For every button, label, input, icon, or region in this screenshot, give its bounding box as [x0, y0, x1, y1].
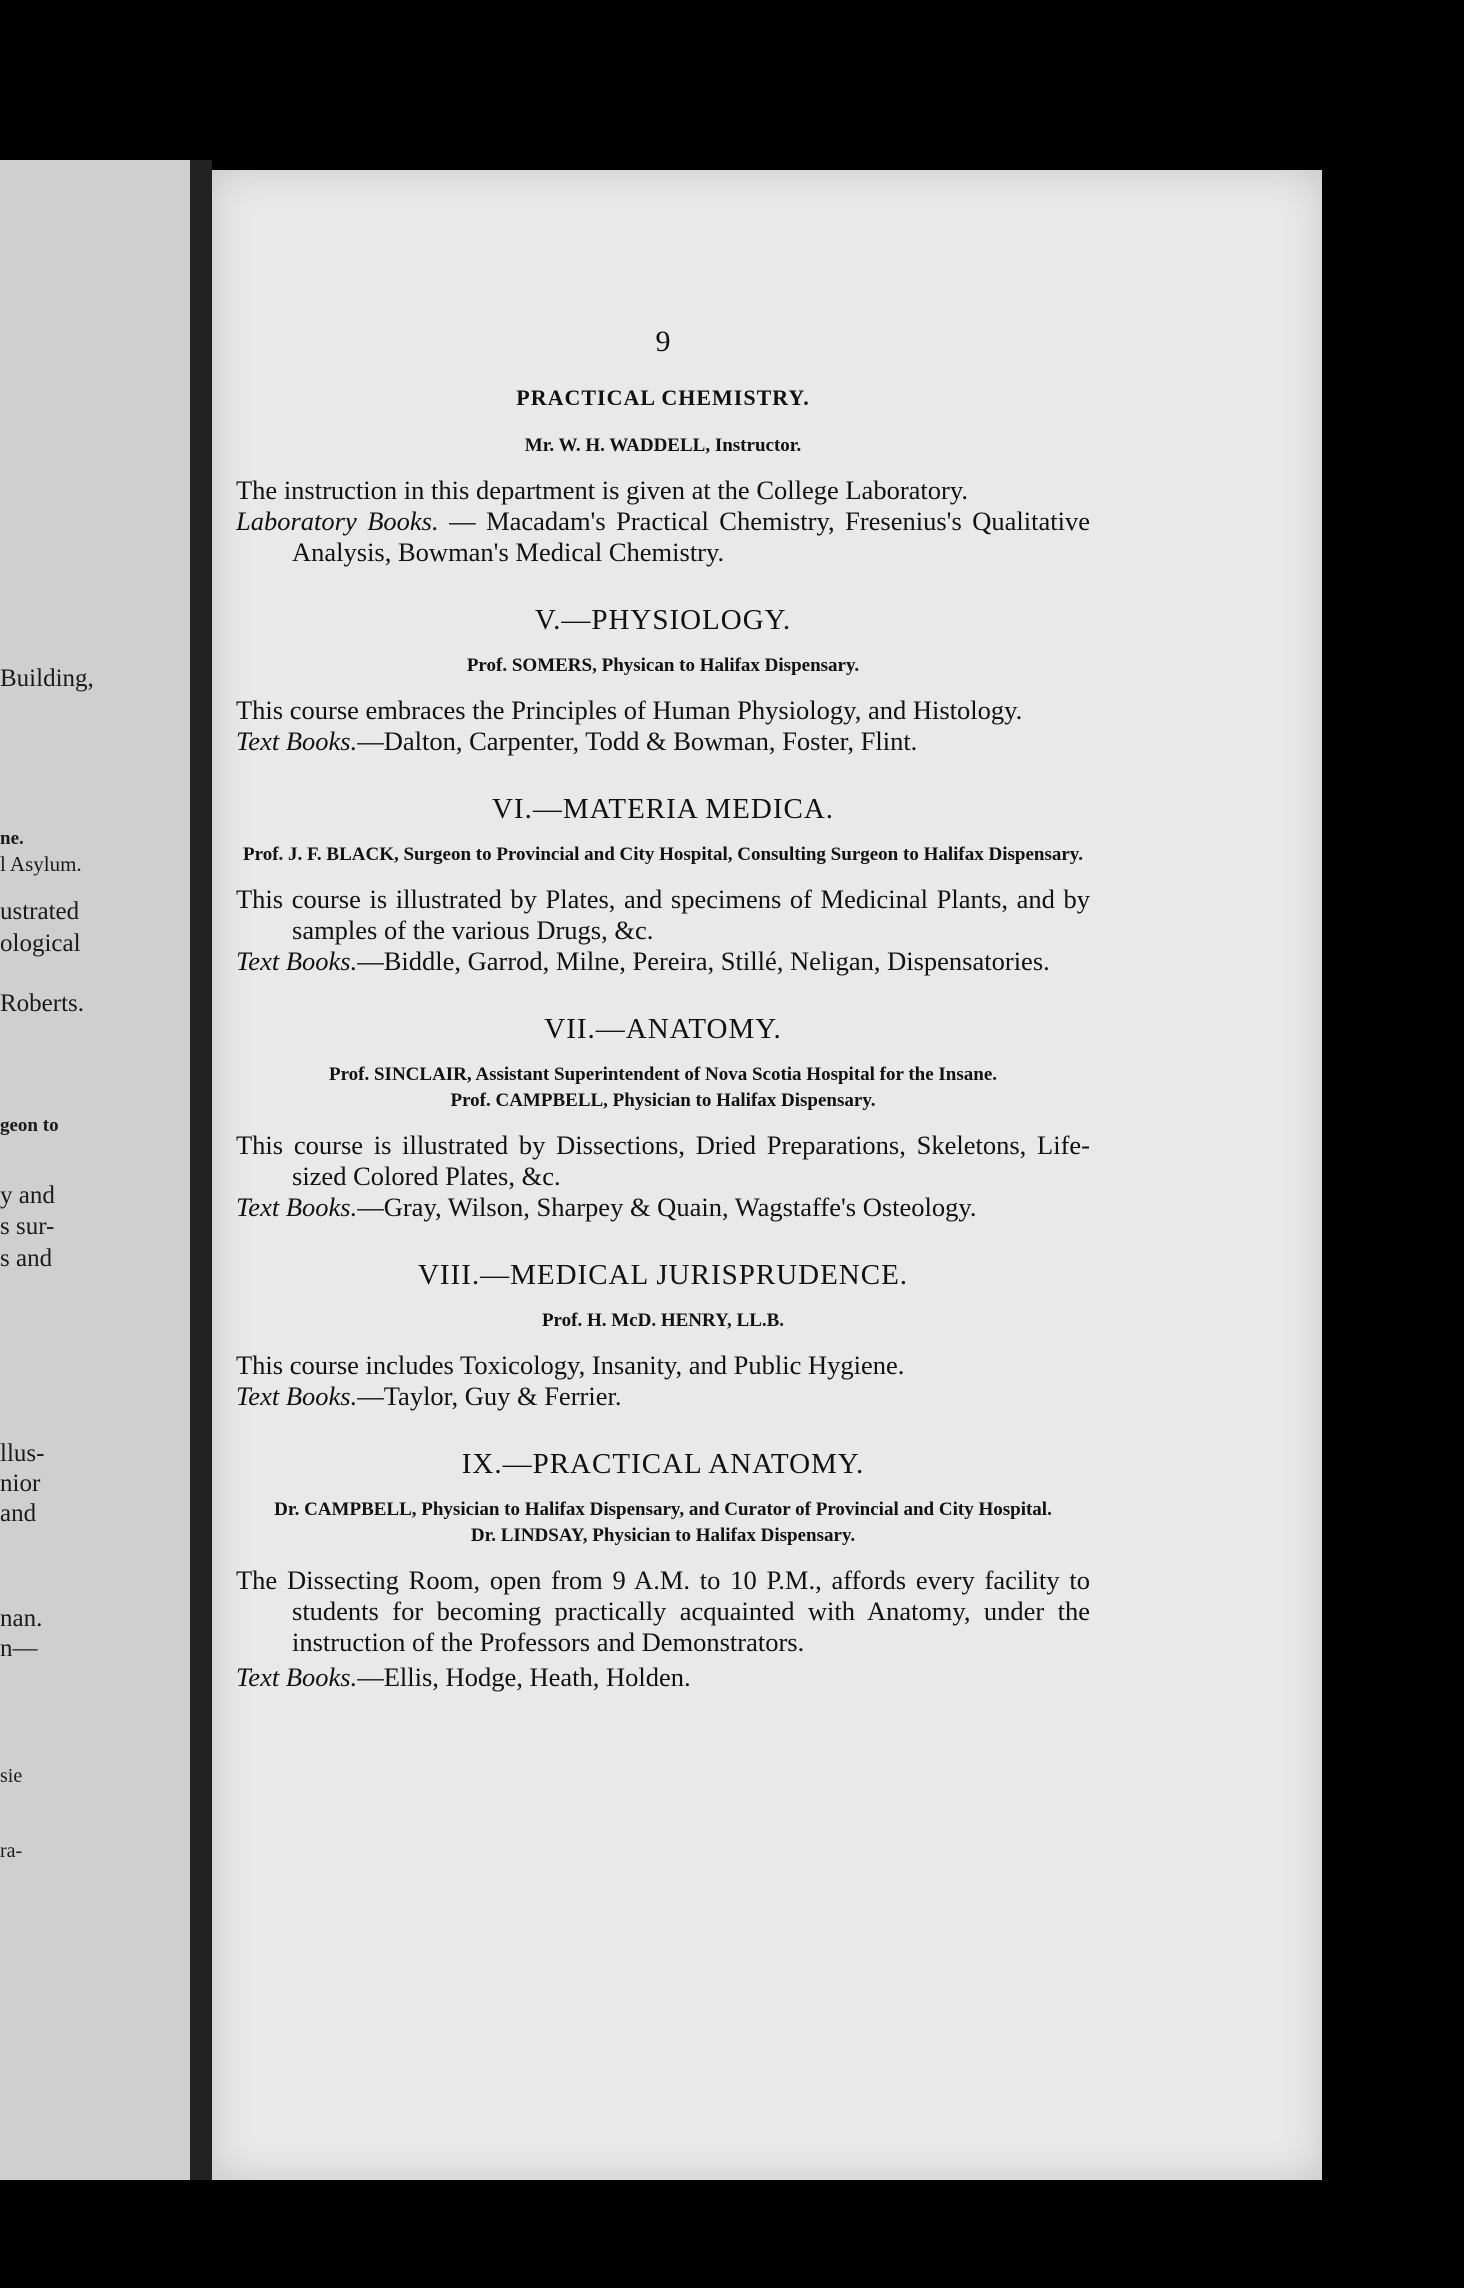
books-label: Text Books.	[236, 1381, 358, 1411]
section-title: V.—PHYSIOLOGY.	[534, 604, 792, 636]
section-title: PRACTICAL CHEMISTRY.	[516, 385, 810, 410]
left-page-edge	[0, 160, 190, 2180]
section-practical-chemistry	[236, 385, 1090, 568]
paragraph-text: The Dissecting Room, open from 9 A.M. to 10 P.M., affords every facility to students for becoming practically acquainted with Anatomy, under the instruction of the Professors and Demonstrators.	[236, 1565, 1090, 1657]
left-fragment: ne.	[0, 828, 24, 849]
paragraph-text: This course includes Toxicology, Insanity, and Public Hygiene.	[236, 1350, 905, 1380]
paragraph	[236, 1381, 1090, 1412]
books-label: Text Books.	[236, 1662, 358, 1692]
staff-line: Mr. W. H. WADDELL, Instructor.	[524, 435, 802, 456]
left-fragment: llus-	[0, 1440, 45, 1467]
left-fragment: n—	[0, 1635, 38, 1662]
section-medical-jurisprudence	[236, 1259, 1090, 1412]
section-anatomy	[236, 1013, 1090, 1223]
left-fragment: Roberts.	[0, 990, 85, 1017]
staff-line: Prof. H. McD. HENRY, LL.B.	[541, 1310, 785, 1331]
paragraph	[236, 1662, 1090, 1693]
staff-line: Dr. CAMPBELL, Physician to Halifax Dispensary, and Curator of Provincial and City Hospital.	[274, 1499, 1052, 1520]
left-fragment: nior	[0, 1470, 41, 1497]
section-practical-anatomy	[236, 1448, 1090, 1693]
section-physiology	[236, 604, 1090, 757]
left-fragment: Building,	[0, 665, 94, 692]
staff-line: Prof. SINCLAIR, Assistant Superintendent of Nova Scotia Hospital for the Insane.	[328, 1064, 998, 1085]
paragraph	[236, 506, 1090, 568]
paragraph-text: This course embraces the Principles of Human Physiology, and Histology.	[236, 695, 1023, 725]
left-fragment: sie	[0, 1765, 23, 1787]
book-gutter	[190, 160, 212, 2180]
paragraph-text: —Dalton, Carpenter, Todd & Bowman, Foster, Flint.	[357, 726, 918, 756]
staff-list	[236, 1310, 1090, 1332]
page-content	[236, 325, 1090, 1693]
left-fragment: ra-	[0, 1840, 23, 1862]
left-fragment: ological	[0, 930, 81, 957]
staff-line: Dr. LINDSAY, Physician to Halifax Dispensary.	[470, 1525, 856, 1546]
paragraph-text: —Ellis, Hodge, Heath, Holden.	[357, 1662, 691, 1692]
section-title: VII.—ANATOMY.	[544, 1013, 782, 1045]
left-fragment: geon to	[0, 1115, 59, 1136]
staff-list	[236, 435, 1090, 457]
paragraph	[236, 946, 1090, 977]
left-fragment: l Asylum.	[0, 852, 82, 876]
staff-line: Prof. SOMERS, Physican to Halifax Dispensary.	[466, 655, 860, 676]
paragraph	[236, 1350, 1090, 1381]
paragraph	[236, 1192, 1090, 1223]
books-label: Laboratory Books.	[236, 506, 439, 536]
books-label: Text Books.	[236, 1192, 358, 1222]
paragraph	[236, 695, 1090, 726]
paragraph-text: — Macadam's Practical Chemistry, Fresenius's Qualitative Analysis, Bowman's Medical Chemistry.	[292, 506, 1090, 567]
paragraph-text: —Taylor, Guy & Ferrier.	[357, 1381, 622, 1411]
paragraph	[236, 1565, 1090, 1658]
section-title: VI.—MATERIA MEDICA.	[491, 793, 835, 825]
left-fragment: ustrated	[0, 898, 80, 925]
paragraph	[236, 475, 1090, 506]
books-label: Text Books.	[236, 946, 358, 976]
paragraph-text: This course is illustrated by Dissections, Dried Preparations, Skeletons, Life-sized Colored Plates, &c.	[236, 1130, 1090, 1191]
staff-line: Prof. J. F. BLACK, Surgeon to Provincial and City Hospital, Consulting Surgeon to Halifax Dispensary.	[243, 844, 1083, 865]
books-label: Text Books.	[236, 726, 358, 756]
section-title: IX.—PRACTICAL ANATOMY.	[461, 1448, 865, 1480]
paragraph-text: —Biddle, Garrod, Milne, Pereira, Stillé, Neligan, Dispensatories.	[357, 946, 1050, 976]
paragraph	[236, 884, 1090, 946]
section-title: VIII.—MEDICAL JURISPRUDENCE.	[417, 1259, 909, 1291]
paragraph-text: This course is illustrated by Plates, and specimens of Medicinal Plants, and by samples of the various Drugs, &c.	[236, 884, 1090, 945]
section-materia-medica	[236, 793, 1090, 977]
left-fragment: y and	[0, 1182, 55, 1209]
staff-list	[236, 844, 1090, 866]
paragraph	[236, 1130, 1090, 1192]
paragraph-text: The instruction in this department is given at the College Laboratory.	[236, 475, 968, 505]
staff-list	[236, 655, 1090, 677]
paragraph-text: —Gray, Wilson, Sharpey & Quain, Wagstaffe's Osteology.	[357, 1192, 977, 1222]
page-number: 9	[655, 325, 671, 358]
left-fragment: and	[0, 1500, 37, 1527]
left-fragment: s sur-	[0, 1213, 55, 1240]
left-fragment: nan.	[0, 1605, 43, 1632]
paragraph	[236, 726, 1090, 757]
staff-list	[236, 1064, 1090, 1112]
staff-line: Prof. CAMPBELL, Physician to Halifax Dispensary.	[450, 1090, 876, 1111]
staff-list	[236, 1499, 1090, 1547]
left-fragment: s and	[0, 1245, 53, 1272]
